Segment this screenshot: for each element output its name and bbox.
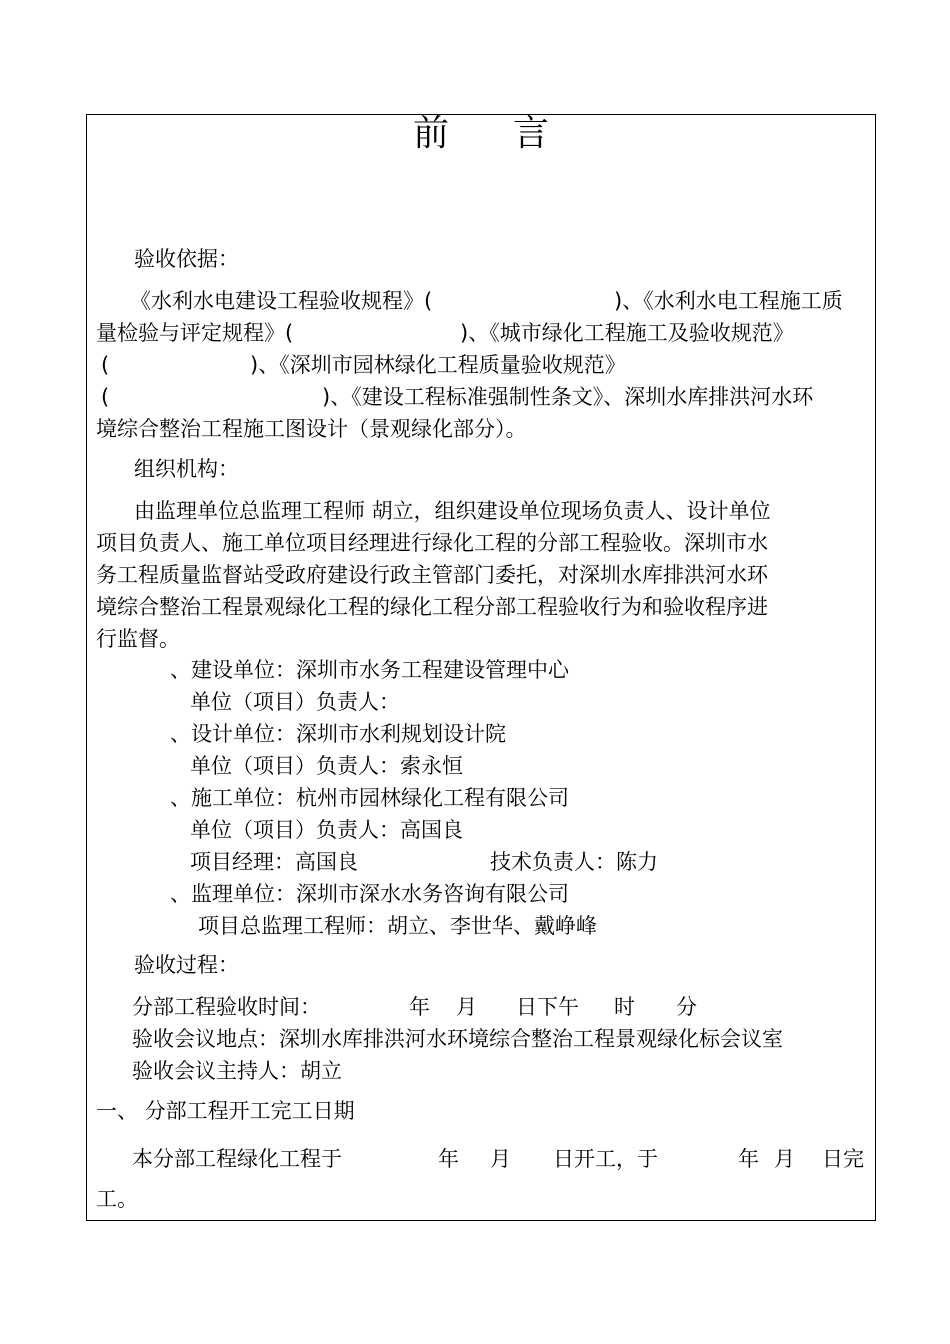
design-lead: 单位（项目）负责人：索永恒 [190,754,463,778]
organization-para-line-4: 境综合整治工程景观绿化工程的绿化工程分部工程验收行为和验收程序进 [96,595,768,619]
basis-line-1b: )、《水利水电工程施工质 [614,289,843,313]
meeting-host: 验收会议主持人：胡立 [132,1059,342,1083]
organization-para-line-2: 项目负责人、施工单位项目经理进行绿化工程的分部工程验收。深圳市水 [96,531,768,555]
section-1-month: 月 [490,1147,511,1171]
section-1-text-end: 工。 [96,1187,138,1211]
construction-lead: 单位（项目）负责人： [190,690,400,714]
section-1-text-start: 本分部工程绿化工程于 [132,1147,342,1171]
design-unit: 、设计单位：深圳市水利规划设计院 [170,722,506,746]
section-1-year: 年 [438,1147,459,1171]
tech-lead: 技术负责人：陈力 [490,850,658,874]
basis-line-5: 境综合整治工程施工图设计（景观绿化部分）。 [96,417,527,441]
section-1-year-2: 年 [738,1147,759,1171]
organization-heading: 组织机构： [134,457,239,481]
acceptance-time-hour: 时 [614,995,635,1019]
builder-lead: 单位（项目）负责人：高国良 [190,818,463,842]
section-1-heading: 一、 分部工程开工完工日期 [96,1099,355,1123]
basis-line-4b: )、《建设工程标准强制性条文》、深圳水库排洪河水环 [322,385,814,409]
basis-heading: 验收依据： [134,247,239,271]
title-char-1: 前 [412,113,449,154]
project-manager: 项目经理：高国良 [190,850,358,874]
organization-para-line-3: 务工程质量监督站受政府建设行政主管部门委托，对深圳水库排洪河水环 [96,563,768,587]
basis-line-1a: 《水利水电建设工程验收规程》( [130,289,433,313]
organization-para-line-1: 由监理单位总监理工程师 胡立，组织建设单位现场负责人、设计单位 [134,499,771,523]
chief-supervisors: 项目总监理工程师：胡立、李世华、戴峥峰 [198,914,597,938]
acceptance-time-label: 分部工程验收时间： [132,995,321,1019]
acceptance-time-day-pm: 日下午 [516,995,579,1019]
basis-line-3a: ( [101,353,110,377]
meeting-location: 验收会议地点：深圳水库排洪河水环境综合整治工程景观绿化标会议室 [132,1027,783,1051]
section-1-start-day: 日开工，于 [553,1147,658,1171]
basis-line-2a: 量检验与评定规程》( [96,321,294,345]
process-heading: 验收过程： [134,953,239,977]
basis-line-2b: )、《城市绿化工程施工及验收规范》 [460,321,794,345]
basis-line-3b: )、《深圳市园林绿化工程质量验收规范》 [250,353,626,377]
section-1-month-2: 月 [774,1147,795,1171]
basis-line-4a: ( [101,385,110,409]
acceptance-time-month: 月 [456,995,477,1019]
acceptance-time-minute: 分 [676,995,697,1019]
supervision-unit: 、监理单位：深圳市深水水务咨询有限公司 [170,882,569,906]
acceptance-time-year: 年 [409,995,430,1019]
section-1-end-day: 日完 [822,1147,864,1171]
title-char-2: 言 [513,113,550,154]
construction-unit: 、建设单位：深圳市水务工程建设管理中心 [170,658,569,682]
page-title [86,114,876,154]
builder-unit: 、施工单位：杭州市园林绿化工程有限公司 [170,786,569,810]
organization-para-line-5: 行监督。 [96,627,180,651]
